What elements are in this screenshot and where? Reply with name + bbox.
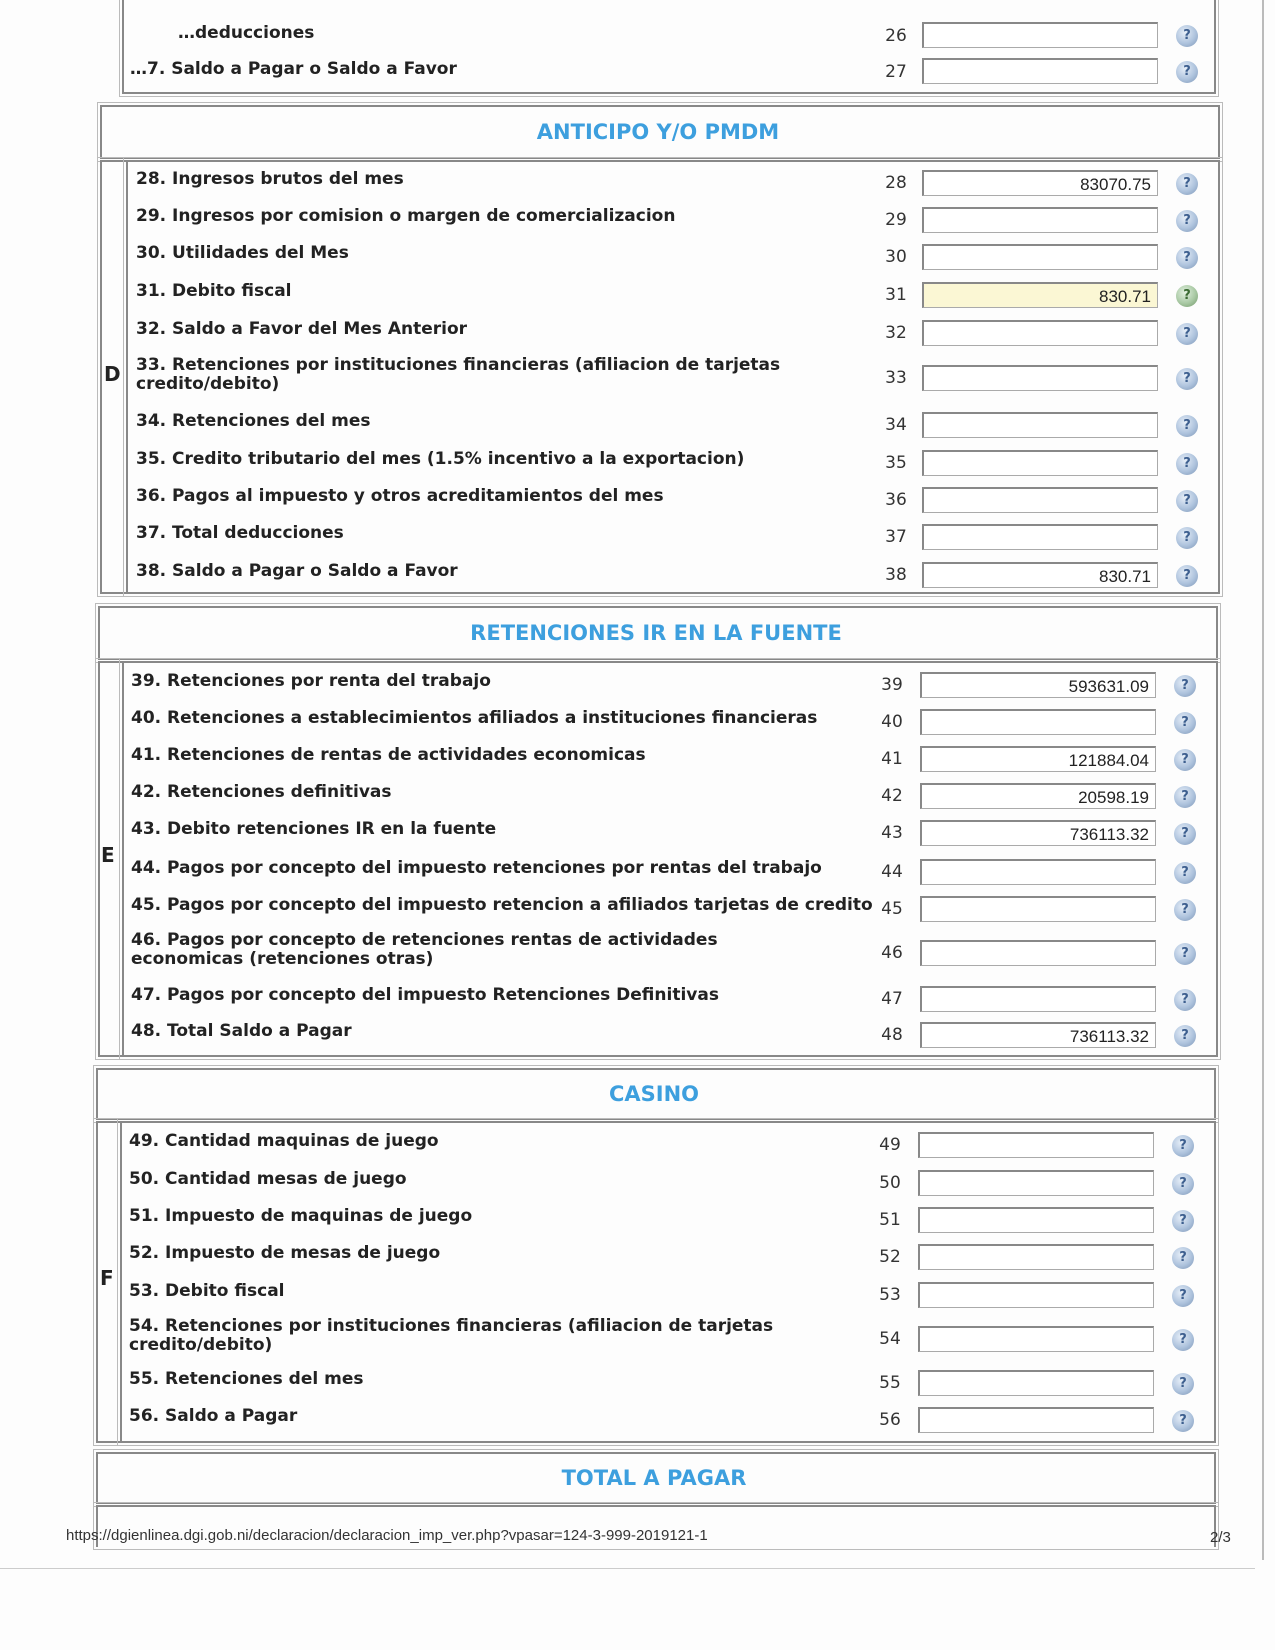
row-number: 42 <box>881 786 903 806</box>
amount-field-39[interactable]: 593631.09 <box>920 672 1156 698</box>
row-52 <box>0 1242 1275 1276</box>
info-globe-icon[interactable]: ? <box>1174 862 1196 884</box>
row-50 <box>0 1168 1275 1202</box>
row-label: 36. Pagos al impuesto y otros acreditamientos del mes <box>136 486 664 506</box>
row-35 <box>0 448 1275 482</box>
amount-field-32[interactable] <box>922 320 1158 346</box>
amount-field-36[interactable] <box>922 487 1158 513</box>
amount-field-27[interactable] <box>922 58 1158 84</box>
amount-field-35[interactable] <box>922 450 1158 476</box>
amount-field-41[interactable]: 121884.04 <box>920 746 1156 772</box>
amount-field-46[interactable] <box>920 940 1156 966</box>
row-number: 39 <box>881 675 903 695</box>
row-33 <box>0 354 1275 400</box>
row-label: 29. Ingresos por comision o margen de comercializacion <box>136 206 676 226</box>
row-label: 41. Retenciones de rentas de actividades economicas <box>131 745 646 765</box>
row-number: 47 <box>881 989 903 1009</box>
info-globe-icon[interactable]: ? <box>1176 368 1198 390</box>
row-number: 54 <box>879 1329 901 1349</box>
section-title: RETENCIONES IR EN LA FUENTE <box>470 621 842 645</box>
info-globe-icon[interactable]: ? <box>1174 1025 1196 1047</box>
row-38 <box>0 560 1275 594</box>
row-label: 30. Utilidades del Mes <box>136 243 349 263</box>
row-48 <box>0 1020 1275 1054</box>
row-number: 38 <box>885 565 907 585</box>
row-number: 45 <box>881 899 903 919</box>
info-globe-icon[interactable]: ? <box>1172 1410 1194 1432</box>
row-number: 35 <box>885 453 907 473</box>
row-label: 40. Retenciones a establecimientos afiliados a instituciones financieras <box>131 708 818 728</box>
info-globe-icon[interactable]: ? <box>1172 1247 1194 1269</box>
amount-field-44[interactable] <box>920 859 1156 885</box>
page-number: 2/3 <box>1210 1529 1231 1546</box>
row-46 <box>0 929 1275 975</box>
section-title: ANTICIPO Y/O PMDM <box>536 120 780 144</box>
row-54 <box>0 1315 1275 1361</box>
amount-field-28[interactable]: 83070.75 <box>922 170 1158 196</box>
amount-field-56[interactable] <box>918 1407 1154 1433</box>
row-label: 53. Debito fiscal <box>129 1281 285 1301</box>
row-number: 48 <box>881 1025 903 1045</box>
row-number: 49 <box>879 1135 901 1155</box>
info-globe-icon[interactable]: ? <box>1172 1173 1194 1195</box>
row-30 <box>0 242 1275 276</box>
row-37 <box>0 522 1275 556</box>
amount-field-26[interactable] <box>922 22 1158 48</box>
info-globe-icon[interactable]: ? <box>1176 61 1198 83</box>
amount-field-30[interactable] <box>922 244 1158 270</box>
amount-field-38[interactable]: 830.71 <box>922 562 1158 588</box>
row-label: 34. Retenciones del mes <box>136 411 371 431</box>
row-53 <box>0 1280 1275 1314</box>
row-label: 49. Cantidad maquinas de juego <box>129 1131 439 1151</box>
row-number: 29 <box>885 210 907 230</box>
row-number: 55 <box>879 1373 901 1393</box>
info-globe-icon[interactable]: ? <box>1176 415 1198 437</box>
section-letter: D <box>104 362 121 386</box>
info-globe-icon[interactable]: ? <box>1172 1210 1194 1232</box>
info-globe-icon[interactable]: ? <box>1176 173 1198 195</box>
row-label: 31. Debito fiscal <box>136 281 292 301</box>
info-globe-icon[interactable]: ? <box>1176 25 1198 47</box>
amount-field-37[interactable] <box>922 524 1158 550</box>
info-globe-icon[interactable]: ? <box>1176 527 1198 549</box>
info-globe-icon[interactable]: ? <box>1174 675 1196 697</box>
info-globe-icon[interactable]: ? <box>1176 285 1198 307</box>
row-number: 31 <box>885 285 907 305</box>
amount-field-43[interactable]: 736113.32 <box>920 820 1156 846</box>
row-label: 43. Debito retenciones IR en la fuente <box>131 819 497 839</box>
section-title: TOTAL A PAGAR <box>561 1466 747 1490</box>
row-40 <box>0 707 1275 741</box>
row-56 <box>0 1405 1275 1439</box>
section-letter: E <box>101 843 115 867</box>
row-label: 37. Total deducciones <box>136 523 344 543</box>
row-28 <box>0 168 1275 202</box>
row-label: …deducciones <box>178 23 315 43</box>
row-number: 27 <box>885 62 907 82</box>
row-number: 51 <box>879 1210 901 1230</box>
amount-field-48[interactable]: 736113.32 <box>920 1022 1156 1048</box>
row-34 <box>0 410 1275 444</box>
info-globe-icon[interactable]: ? <box>1174 823 1196 845</box>
row-label: 52. Impuesto de mesas de juego <box>129 1243 441 1263</box>
row-label: 56. Saldo a Pagar <box>129 1406 298 1426</box>
row-label: 44. Pagos por concepto del impuesto retenciones por rentas del trabajo <box>131 858 822 878</box>
info-globe-icon[interactable]: ? <box>1174 749 1196 771</box>
row-number: 52 <box>879 1247 901 1267</box>
amount-field-53[interactable] <box>918 1282 1154 1308</box>
footer-divider <box>0 1568 1255 1569</box>
row-39 <box>0 670 1275 704</box>
amount-field-33[interactable] <box>922 365 1158 391</box>
row-label: 48. Total Saldo a Pagar <box>131 1021 352 1041</box>
info-globe-icon[interactable]: ? <box>1176 565 1198 587</box>
row-label: 46. Pagos por concepto de retenciones rentas de actividades economicas (retenciones otras) <box>131 930 718 969</box>
amount-field-49[interactable] <box>918 1132 1154 1158</box>
row-number: 40 <box>881 712 903 732</box>
row-26 <box>0 20 1275 54</box>
info-globe-icon[interactable]: ? <box>1174 989 1196 1011</box>
amount-field-42[interactable]: 20598.19 <box>920 783 1156 809</box>
section-letter: F <box>100 1266 114 1290</box>
amount-field-50[interactable] <box>918 1170 1154 1196</box>
row-29 <box>0 205 1275 239</box>
amount-field-29[interactable] <box>922 207 1158 233</box>
row-number: 50 <box>879 1173 901 1193</box>
info-globe-icon[interactable]: ? <box>1176 453 1198 475</box>
row-label: 39. Retenciones por renta del trabajo <box>131 671 491 691</box>
amount-field-47[interactable] <box>920 986 1156 1012</box>
amount-field-31[interactable]: 830.71 <box>922 282 1158 308</box>
info-globe-icon[interactable]: ? <box>1172 1285 1194 1307</box>
amount-field-54[interactable] <box>918 1326 1154 1352</box>
row-number: 32 <box>885 323 907 343</box>
row-number: 26 <box>885 26 907 46</box>
info-globe-icon[interactable]: ? <box>1174 712 1196 734</box>
row-32 <box>0 318 1275 352</box>
row-49 <box>0 1130 1275 1164</box>
amount-field-55[interactable] <box>918 1370 1154 1396</box>
row-45 <box>0 894 1275 928</box>
row-55 <box>0 1368 1275 1402</box>
row-43 <box>0 818 1275 852</box>
info-globe-icon[interactable]: ? <box>1176 490 1198 512</box>
amount-field-45[interactable] <box>920 896 1156 922</box>
info-globe-icon[interactable]: ? <box>1172 1135 1194 1157</box>
row-label: 32. Saldo a Favor del Mes Anterior <box>136 319 468 339</box>
row-51 <box>0 1205 1275 1239</box>
row-number: 30 <box>885 247 907 267</box>
row-number: 28 <box>885 173 907 193</box>
amount-field-52[interactable] <box>918 1244 1154 1270</box>
row-label: 35. Credito tributario del mes (1.5% incentivo a la exportacion) <box>136 449 745 469</box>
print-url: https://dgienlinea.dgi.gob.ni/declaracion/declaracion_imp_ver.php?vpasar=124-3-999-2019121-1 <box>66 1527 708 1544</box>
row-number: 37 <box>885 527 907 547</box>
row-number: 36 <box>885 490 907 510</box>
row-31 <box>0 280 1275 314</box>
info-globe-icon[interactable]: ? <box>1172 1329 1194 1351</box>
info-globe-icon[interactable]: ? <box>1176 210 1198 232</box>
info-globe-icon[interactable]: ? <box>1174 899 1196 921</box>
row-label: 47. Pagos por concepto del impuesto Retenciones Definitivas <box>131 985 719 1005</box>
info-globe-icon[interactable]: ? <box>1174 786 1196 808</box>
row-27 <box>0 56 1275 90</box>
row-number: 41 <box>881 749 903 769</box>
info-globe-icon[interactable]: ? <box>1176 247 1198 269</box>
row-41 <box>0 744 1275 778</box>
row-label: 33. Retenciones por instituciones financieras (afiliacion de tarjetas credito/debito) <box>136 355 781 394</box>
row-47 <box>0 984 1275 1018</box>
row-36 <box>0 485 1275 519</box>
section-title: CASINO <box>608 1082 700 1106</box>
row-label: 51. Impuesto de maquinas de juego <box>129 1206 473 1226</box>
row-44 <box>0 857 1275 891</box>
row-label: 28. Ingresos brutos del mes <box>136 169 404 189</box>
row-label: 42. Retenciones definitivas <box>131 782 392 802</box>
row-label: 38. Saldo a Pagar o Saldo a Favor <box>136 561 458 581</box>
info-globe-icon[interactable]: ? <box>1174 943 1196 965</box>
info-globe-icon[interactable]: ? <box>1176 323 1198 345</box>
row-label: 55. Retenciones del mes <box>129 1369 364 1389</box>
row-label: 45. Pagos por concepto del impuesto retencion a afiliados tarjetas de credito <box>131 895 873 915</box>
row-42 <box>0 781 1275 815</box>
amount-field-34[interactable] <box>922 412 1158 438</box>
row-label: …7. Saldo a Pagar o Saldo a Favor <box>130 59 457 79</box>
row-label: 50. Cantidad mesas de juego <box>129 1169 407 1189</box>
row-number: 56 <box>879 1410 901 1430</box>
row-number: 46 <box>881 943 903 963</box>
amount-field-40[interactable] <box>920 709 1156 735</box>
row-number: 43 <box>881 823 903 843</box>
info-globe-icon[interactable]: ? <box>1172 1373 1194 1395</box>
row-number: 44 <box>881 862 903 882</box>
amount-field-51[interactable] <box>918 1207 1154 1233</box>
row-number: 53 <box>879 1285 901 1305</box>
row-number: 34 <box>885 415 907 435</box>
row-number: 33 <box>885 368 907 388</box>
row-label: 54. Retenciones por instituciones financieras (afiliacion de tarjetas credito/debito) <box>129 1316 774 1355</box>
